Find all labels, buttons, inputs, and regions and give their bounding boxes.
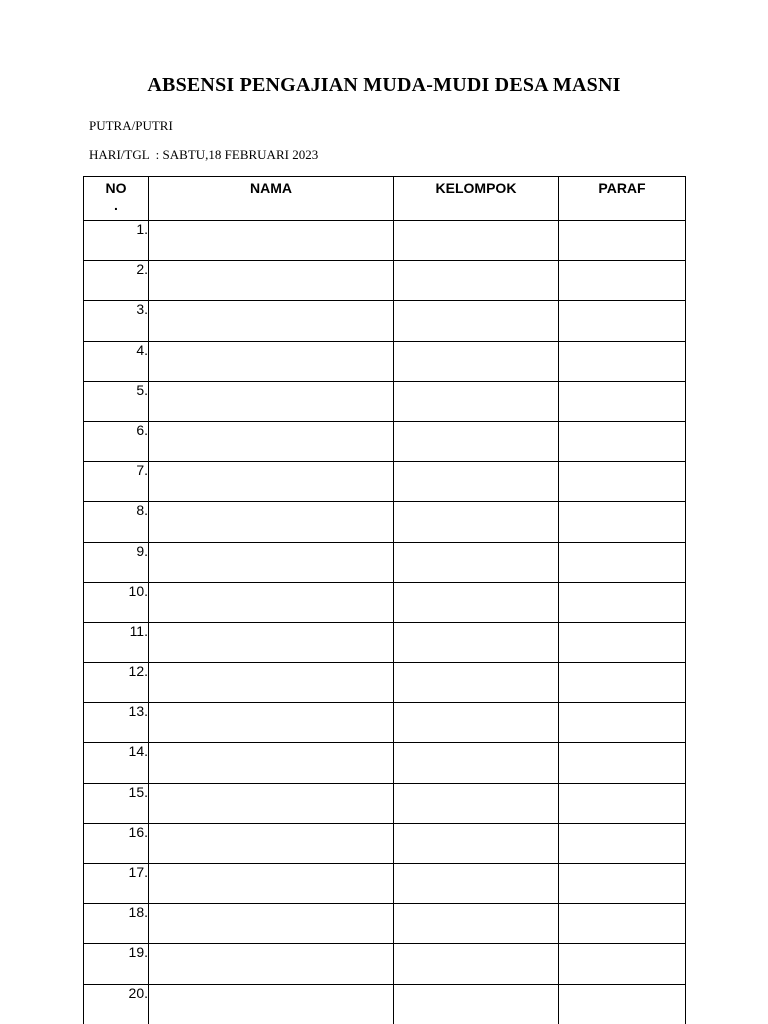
table-row bbox=[84, 421, 686, 461]
table-row bbox=[84, 622, 686, 662]
row-number: 4. bbox=[84, 341, 149, 381]
paraf-cell[interactable] bbox=[559, 984, 686, 1024]
table-row bbox=[84, 502, 686, 542]
paraf-cell[interactable] bbox=[559, 783, 686, 823]
kelompok-cell[interactable] bbox=[394, 221, 559, 261]
kelompok-cell[interactable] bbox=[394, 381, 559, 421]
gender-line: PUTRA/PUTRI bbox=[89, 118, 173, 133]
paraf-cell[interactable] bbox=[559, 864, 686, 904]
nama-cell[interactable] bbox=[149, 421, 394, 461]
table-row bbox=[84, 663, 686, 703]
paraf-cell[interactable] bbox=[559, 703, 686, 743]
table-row bbox=[84, 301, 686, 341]
kelompok-cell[interactable] bbox=[394, 542, 559, 582]
nama-cell[interactable] bbox=[149, 301, 394, 341]
date-line: HARI/TGL : SABTU,18 FEBRUARI 2023 bbox=[89, 147, 319, 162]
paraf-cell[interactable] bbox=[559, 221, 686, 261]
kelompok-cell[interactable] bbox=[394, 743, 559, 783]
header-nama: NAMA bbox=[149, 177, 394, 221]
table-row bbox=[84, 462, 686, 502]
table-row bbox=[84, 341, 686, 381]
kelompok-cell[interactable] bbox=[394, 301, 559, 341]
row-number: 8. bbox=[84, 502, 149, 542]
nama-cell[interactable] bbox=[149, 582, 394, 622]
nama-cell[interactable] bbox=[149, 743, 394, 783]
table-row bbox=[84, 221, 686, 261]
nama-cell[interactable] bbox=[149, 462, 394, 502]
row-number: 20. bbox=[84, 984, 149, 1024]
paraf-cell[interactable] bbox=[559, 381, 686, 421]
table-row bbox=[84, 703, 686, 743]
kelompok-cell[interactable] bbox=[394, 462, 559, 502]
paraf-cell[interactable] bbox=[559, 341, 686, 381]
table-row bbox=[84, 582, 686, 622]
header-no-label: NO bbox=[105, 180, 127, 196]
nama-cell[interactable] bbox=[149, 703, 394, 743]
nama-cell[interactable] bbox=[149, 502, 394, 542]
nama-cell[interactable] bbox=[149, 864, 394, 904]
paraf-cell[interactable] bbox=[559, 904, 686, 944]
row-number: 19. bbox=[84, 944, 149, 984]
row-number: 9. bbox=[84, 542, 149, 582]
paraf-cell[interactable] bbox=[559, 663, 686, 703]
table-row bbox=[84, 984, 686, 1024]
kelompok-cell[interactable] bbox=[394, 261, 559, 301]
kelompok-cell[interactable] bbox=[394, 341, 559, 381]
kelompok-cell[interactable] bbox=[394, 864, 559, 904]
document-title: ABSENSI PENGAJIAN MUDA-MUDI DESA MASNI bbox=[147, 74, 621, 96]
kelompok-cell[interactable] bbox=[394, 622, 559, 662]
row-number: 11. bbox=[84, 622, 149, 662]
nama-cell[interactable] bbox=[149, 381, 394, 421]
kelompok-cell[interactable] bbox=[394, 783, 559, 823]
nama-cell[interactable] bbox=[149, 261, 394, 301]
nama-cell[interactable] bbox=[149, 622, 394, 662]
nama-cell[interactable] bbox=[149, 783, 394, 823]
paraf-cell[interactable] bbox=[559, 823, 686, 863]
table-header-row bbox=[84, 177, 686, 221]
header-paraf: PARAF bbox=[559, 177, 686, 221]
row-number: 6. bbox=[84, 421, 149, 461]
kelompok-cell[interactable] bbox=[394, 582, 559, 622]
table-row bbox=[84, 743, 686, 783]
table-row bbox=[84, 381, 686, 421]
paraf-cell[interactable] bbox=[559, 261, 686, 301]
row-number: 16. bbox=[84, 823, 149, 863]
row-number: 17. bbox=[84, 864, 149, 904]
row-number: 14. bbox=[84, 743, 149, 783]
table-row bbox=[84, 864, 686, 904]
header-no-dot: . bbox=[114, 197, 118, 213]
row-number: 15. bbox=[84, 783, 149, 823]
row-number: 13. bbox=[84, 703, 149, 743]
kelompok-cell[interactable] bbox=[394, 984, 559, 1024]
row-number: 10. bbox=[84, 582, 149, 622]
header-no bbox=[84, 177, 149, 221]
attendance-table bbox=[83, 176, 686, 1024]
row-number: 7. bbox=[84, 462, 149, 502]
paraf-cell[interactable] bbox=[559, 582, 686, 622]
table-row bbox=[84, 783, 686, 823]
table-row bbox=[84, 823, 686, 863]
paraf-cell[interactable] bbox=[559, 542, 686, 582]
kelompok-cell[interactable] bbox=[394, 703, 559, 743]
header-kelompok: KELOMPOK bbox=[394, 177, 559, 221]
table-row bbox=[84, 542, 686, 582]
table-row bbox=[84, 944, 686, 984]
kelompok-cell[interactable] bbox=[394, 663, 559, 703]
table-row bbox=[84, 261, 686, 301]
nama-cell[interactable] bbox=[149, 542, 394, 582]
row-number: 18. bbox=[84, 904, 149, 944]
kelompok-cell[interactable] bbox=[394, 904, 559, 944]
paraf-cell[interactable] bbox=[559, 301, 686, 341]
paraf-cell[interactable] bbox=[559, 944, 686, 984]
paraf-cell[interactable] bbox=[559, 622, 686, 662]
kelompok-cell[interactable] bbox=[394, 944, 559, 984]
kelompok-cell[interactable] bbox=[394, 421, 559, 461]
nama-cell[interactable] bbox=[149, 663, 394, 703]
row-number: 5. bbox=[84, 381, 149, 421]
kelompok-cell[interactable] bbox=[394, 502, 559, 542]
nama-cell[interactable] bbox=[149, 221, 394, 261]
row-number: 2. bbox=[84, 261, 149, 301]
row-number: 1. bbox=[84, 221, 149, 261]
nama-cell[interactable] bbox=[149, 341, 394, 381]
nama-cell[interactable] bbox=[149, 904, 394, 944]
paraf-cell[interactable] bbox=[559, 502, 686, 542]
nama-cell[interactable] bbox=[149, 944, 394, 984]
paraf-cell[interactable] bbox=[559, 462, 686, 502]
row-number: 3. bbox=[84, 301, 149, 341]
table-row bbox=[84, 904, 686, 944]
kelompok-cell[interactable] bbox=[394, 823, 559, 863]
row-number: 12. bbox=[84, 663, 149, 703]
table-body bbox=[84, 221, 686, 1024]
nama-cell[interactable] bbox=[149, 823, 394, 863]
paraf-cell[interactable] bbox=[559, 421, 686, 461]
nama-cell[interactable] bbox=[149, 984, 394, 1024]
paraf-cell[interactable] bbox=[559, 743, 686, 783]
